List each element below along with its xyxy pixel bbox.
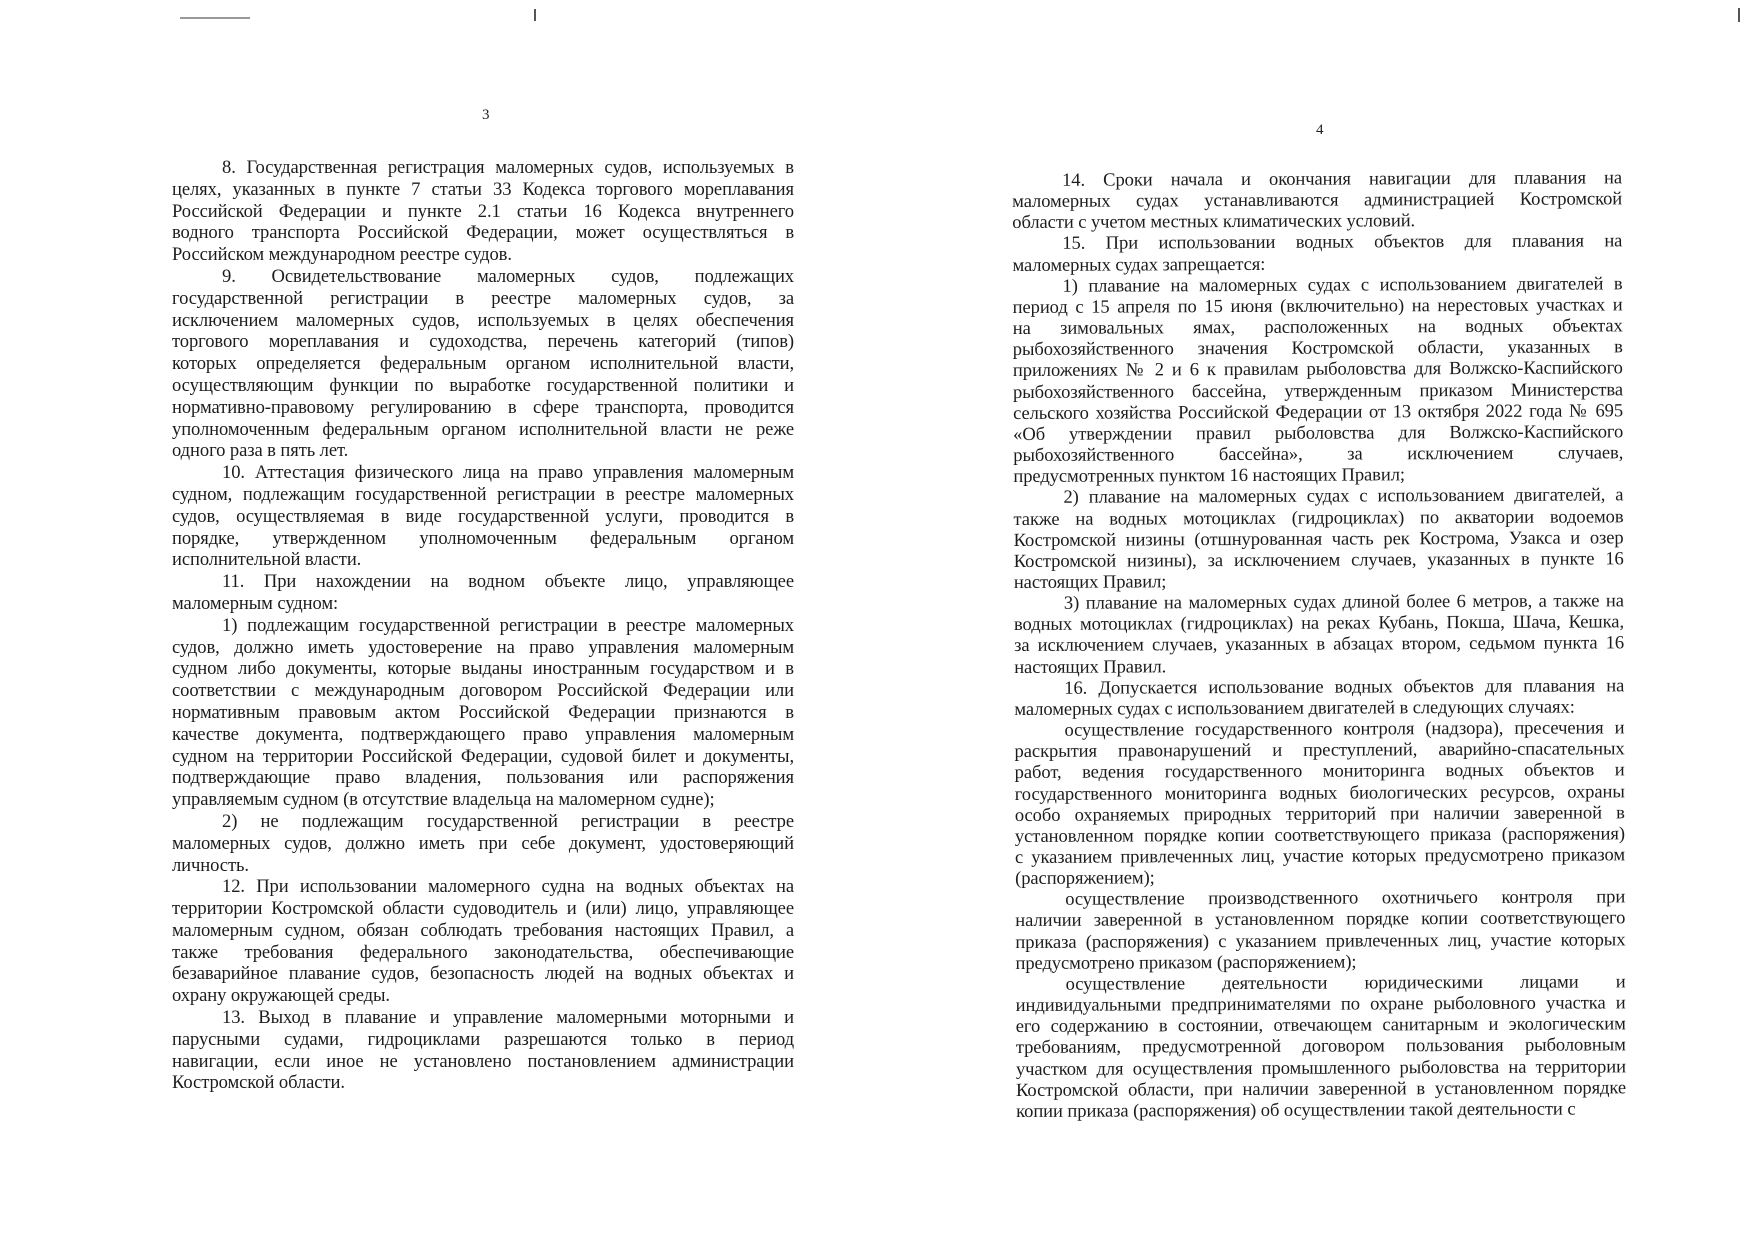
document-page-4 (876, 0, 1753, 1240)
text-line: маломерных судах запрещается: (1012, 253, 1266, 276)
text-line: 3) плавание на маломерных судах длиной более 6 метров, а также на (1063, 590, 1624, 614)
paragraph (172, 266, 794, 462)
text-line: водного транспорта Российской Федерации, может осуществляться в (172, 222, 794, 244)
text-line: также на водных мотоциклах (гидроциклах) по акватории водоемов (1013, 505, 1624, 530)
text-line: Костромской низины), за исключением случаев, указанных в пункте 16 (1013, 548, 1624, 572)
text-line: 13. Выход в плавание и управление маломерными моторными и (222, 1007, 794, 1029)
paragraph (1014, 590, 1624, 677)
text-line: рыбохозяйственного бассейна, утвержденным приказом Министерства (1012, 378, 1624, 403)
text-line: маломерных судах с использованием двигателей в следующих случаях: (1014, 696, 1575, 720)
text-line: настоящих Правил; (1013, 571, 1167, 593)
text-line: личность. (172, 854, 249, 876)
page-text (172, 157, 794, 1094)
text-line: управляемым судном (в отсутствие владельца на маломерном судне); (172, 789, 715, 811)
text-line: исполнительной власти. (172, 549, 362, 571)
text-line: индивидуальными предпринимателями по охране рыболовного участка и (1015, 992, 1626, 1017)
text-line: работ, ведения государственного мониторинга водных объектов и (1014, 759, 1625, 784)
text-line: 11. При нахождении на водном объекте лицо, управляющее (222, 571, 794, 593)
text-line: Костромской области. (172, 1072, 345, 1094)
text-line: парусными судами, гидроциклами разрешаются только в период (172, 1028, 794, 1050)
text-line: установленном порядке копии соответствующего приказа (распоряжения) (1014, 823, 1625, 847)
paragraph (172, 876, 794, 1007)
text-line: 1) плавание на маломерных судах с использованием двигателей в (1062, 273, 1623, 297)
text-line: судов, должно иметь удостоверение на право управления маломерным (172, 636, 794, 658)
text-line: предусмотренных пунктом 16 настоящих Правил; (1013, 464, 1405, 488)
text-line: порядке, утвержденном уполномоченным федеральным органом (172, 527, 794, 549)
text-line: (распоряжением); (1015, 867, 1155, 890)
text-line: нормативным правовым актом Российской Федерации признаются в (172, 701, 794, 723)
page-number: 3 (482, 107, 490, 123)
paragraph (172, 571, 794, 615)
text-line: судном на территории Российской Федерации, судовой билет и документы, (172, 745, 794, 767)
text-line: осуществление деятельности юридическими лицами и (1065, 971, 1626, 995)
text-line: маломерным судном: (172, 592, 339, 614)
text-line: судном либо документы, которые выданы иностранным государством и в (172, 658, 794, 680)
page-number: 4 (1316, 122, 1324, 138)
text-line: 15. При использовании водных объектов для плавания на (1062, 230, 1623, 255)
text-line: сельского хозяйства Российской Федерации от 13 октября 2022 года № 695 (1013, 400, 1624, 424)
document-page-3 (0, 0, 876, 1240)
paragraph (172, 157, 794, 266)
text-line: государственной регистрации в реестре маломерных судов, за (172, 287, 794, 309)
text-line: настоящих Правил. (1014, 655, 1167, 678)
page-text (1012, 167, 1626, 1122)
text-line: судов, осуществляемая в виде государственной услуги, проводится в (172, 505, 794, 527)
text-line: которых определяется федеральным органом исполнительной власти, (172, 353, 794, 375)
text-line: 10. Аттестация физического лица на право управления маломерным (222, 462, 794, 484)
text-line: осуществление государственного контроля (надзора), пресечения и (1064, 717, 1625, 741)
text-line: маломерных судов, должно иметь при себе документ, удостоверяющий (172, 832, 794, 854)
paragraph (1014, 675, 1624, 720)
text-line: маломерных судах устанавливаются администрацией Костромской (1012, 188, 1623, 213)
paragraph (1012, 231, 1622, 276)
text-line: государственного мониторинга водных биологических ресурсов, охраны (1014, 780, 1625, 805)
text-line: 9. Освидетельствование маломерных судов, подлежащих (222, 265, 794, 287)
text-line: подтверждающие право владения, пользования или распоряжения (172, 767, 794, 789)
text-line: требованиям, предусмотренной договором пользования рыболовным (1015, 1034, 1626, 1059)
text-line: осуществляющим функции по выработке государственной политики и (172, 374, 794, 396)
paragraph (172, 811, 794, 876)
text-line: 14. Сроки начала и окончания навигации для плавания на (1061, 167, 1623, 191)
text-line: рыбохозяйственного бассейна», за исключением случаев, (1013, 442, 1624, 467)
text-line: осуществление производственного охотничьего контроля при (1065, 886, 1626, 911)
text-line: Российском международном реестре судов. (172, 244, 512, 266)
text-line: наличии заверенной в установленном порядке копии соответствующего (1015, 907, 1626, 932)
text-line: 8. Государственная регистрация маломерных судов, используемых в (222, 157, 794, 178)
text-line: Российской Федерации и пункте 2.1 статьи 16 Кодекса внутреннего (172, 200, 794, 222)
text-line: маломерным судном, обязан соблюдать требования настоящих Правил, а (172, 919, 794, 941)
text-line: Костромской области, при наличии заверенной в установленном порядке (1015, 1077, 1627, 1101)
paragraph (172, 615, 794, 811)
text-line: нормативно-правовому регулированию в сфере транспорта, проводится (172, 396, 794, 418)
text-line: безаварийное плавание судов, безопасность людей на водных объектах и (172, 963, 794, 985)
text-line: приказа (распоряжения) с указанием привлеченных лиц, участие которых (1015, 928, 1626, 953)
text-line: торгового мореплавания и судоходства, перечень категорий (типов) (172, 331, 794, 353)
text-line: за исключением случаев, указанных в абзацах втором, седьмом пункта 16 (1014, 632, 1625, 657)
text-line: 12. При использовании маломерного судна на водных объектах на (222, 876, 794, 898)
text-line: раскрытия правонарушений и преступлений, аварийно-спасательных (1014, 738, 1625, 763)
text-line: 2) не подлежащим государственной регистрации в реестре (222, 810, 794, 832)
paragraph (1013, 485, 1623, 593)
paragraph (1012, 273, 1623, 487)
text-line: Костромской низины (отшнурованная часть рек Кострома, Узакса и озер (1013, 526, 1624, 551)
paragraph (1014, 717, 1625, 889)
text-line: 1) подлежащим государственной регистрации в реестре маломерных (222, 614, 794, 636)
text-line: навигации, если иное не установлено постановлением администрации (172, 1050, 794, 1072)
text-line: на зимовальных ямах, расположенных на водных объектах (1012, 315, 1623, 340)
paragraph (1015, 887, 1625, 974)
text-line: охрану окружающей среды. (172, 985, 390, 1007)
text-line: его содержанию в состоянии, отвечающем санитарным и экологическим (1015, 1013, 1626, 1038)
text-line: водных мотоциклах (гидроциклах) на реках Кубань, Покша, Шача, Кешка, (1013, 611, 1625, 636)
paragraph (1012, 167, 1622, 233)
scan-artifact (180, 17, 250, 19)
text-line: 16. Допускается использование водных объектов для плавания на (1064, 675, 1625, 699)
text-line: с указанием привлеченных лиц, участие которых предусмотрено приказом (1014, 844, 1626, 868)
text-line: особо охраняемых природных территорий при наличии заверенной в (1014, 802, 1625, 826)
text-line: территории Костромской области судоводитель и (или) лицо, управляющее (172, 898, 794, 920)
paragraph (172, 1007, 794, 1094)
text-line: соответствии с международным договором Российской Федерации или (172, 680, 794, 702)
text-line: «Об утверждении правил рыболовства для Волжско-Каспийского (1013, 421, 1624, 445)
paragraph (1016, 971, 1627, 1122)
text-line: области с учетом местных климатических условий. (1012, 210, 1416, 234)
paragraph (172, 462, 794, 571)
text-line: приложениях № 2 и 6 к правилам рыболовства для Волжско-Каспийского (1012, 357, 1623, 382)
text-line: предусмотрено приказом (распоряжением); (1015, 951, 1357, 974)
scan-artifact (1738, 8, 1740, 22)
text-line: судном, подлежащим государственной регистрации в реестре маломерных (172, 483, 794, 505)
text-line: рыбохозяйственного значения Костромской области, указанных в (1012, 336, 1623, 361)
text-line: качестве документа, подтверждающего право управления маломерным (172, 723, 794, 745)
scan-artifact (534, 9, 536, 21)
text-line: уполномоченным федеральным органом исполнительной власти не реже (172, 418, 794, 440)
text-line: целях, указанных в пункте 7 статьи 33 Кодекса торгового мореплавания (172, 178, 794, 200)
text-line: 2) плавание на маломерных судах с использованием двигателей, а (1063, 484, 1624, 509)
text-line: исключением маломерных судов, используемых в целях обеспечения (172, 309, 794, 331)
text-line: период с 15 апреля по 15 июня (включительно) на нерестовых участках и (1012, 294, 1623, 318)
text-line: участком для осуществления промышленного рыболовства на территории (1015, 1055, 1626, 1080)
text-line: одного раза в пять лет. (172, 440, 349, 462)
text-line: копии приказа (распоряжения) об осуществлении такой деятельности с (1016, 1098, 1576, 1122)
text-line: также требования федерального законодательства, обеспечивающие (172, 941, 794, 963)
